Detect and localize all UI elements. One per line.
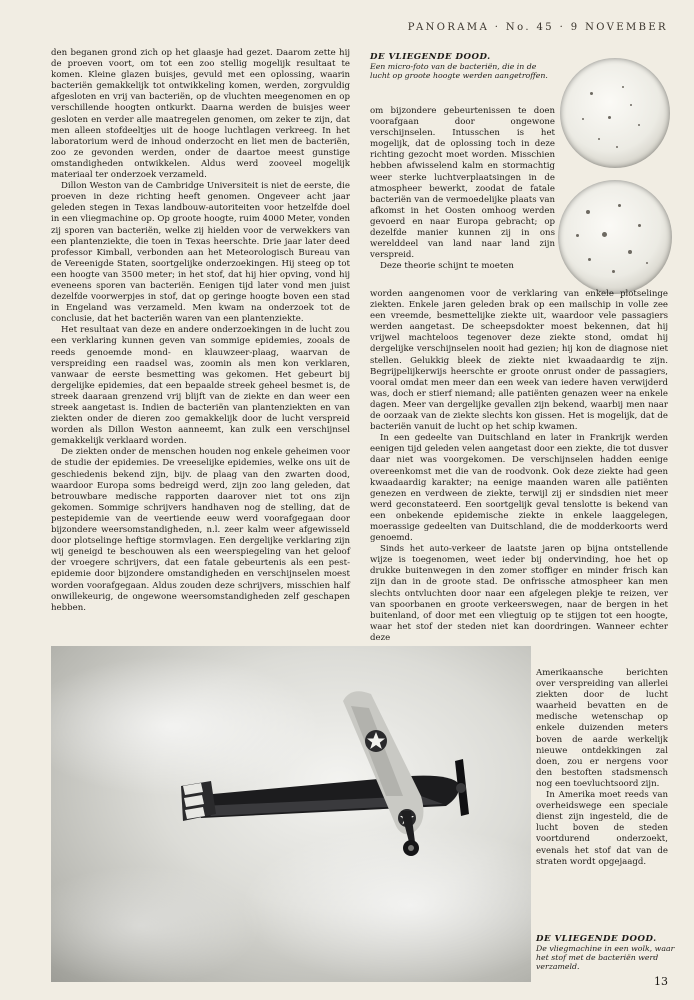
article-left-column xyxy=(51,48,350,614)
airplane-photo xyxy=(51,646,531,982)
paragraph: De ziekten onder de menschen houden nog enkele geheimen voor de studie der epidemies. De vreeselijke epidemies, welke ons uit de geschiedenis bekend zijn, bijv. de plaag van den zwarten dood, waardoor Europa soms bedreigd werd, zijn zoo lang geleden, dat betrouwbare medische rapporten daarover niet tot ons zijn gekomen. Sommige schrijvers handhaven nog de stelling, dat de pestepidemie van de veertiende eeuw werd voorafgegaan door bijzondere weersomstandigheden, n.l. zeer kalm weer afgewisseld door plotselinge heftige stormvlagen. Een dergelijke verklaring zijn wij geneigd te beschouwen als een weerspiegeling van het geloof der vroegere schrijvers, dat een fatale gebeurtenis als een pest-epidemie door bijzondere omstandigheden en verschijnselen moest worden voorafgegaan. Aldus zouden deze schrijvers, misschien half onwillekeurig, de ongewone weersomstandigheden zelf geschapen hebben. xyxy=(51,447,350,613)
article-right-column xyxy=(370,289,668,644)
paragraph: Dillon Weston van de Cambridge Universiteit is niet de eerste, die proeven in deze richting heeft genomen. Ongeveer acht jaar geleden stegen in Texas landbouw-autoriteiten voor hetzelfde doel in een vliegmachine op. Op groote hoogte, ruim 4000 Meter, vonden zij sporen van bacteriën, welke zij hielden voor de verwekkers van een plantenziekte, die toen in Texas heerschte. Drie jaar later deed professor Kimball, verbonden aan het Meteorologisch Bureau van de Vereenigde Staten, soortgelijke onderzoekingen. Hij steeg op tot een hoogte van 3500 meter; in het stof, dat hij hier opving, vond hij eveneens sporen van bacteriën. Eenigen tijd later vond men juist dezelfde voorwerpjes in stof, dat op geringe hoogte boven een stad in Engeland was verzameld. Men kwam na onderzoek tot de conclusie, dat het bacteriën waren van een plantenziekte. xyxy=(51,181,350,325)
paragraph: Amerikaansche berichten over verspreiding van allerlei ziekten door de lucht waarheid bevatten en de medische wetenschap op enkele duizenden meters boven de aarde werkelijk nieuwe ontdekkingen zal doen, zou er nergens voor den bestoften stadsmensch nog een toevluchtsoord zijn. xyxy=(536,668,668,789)
paragraph: worden aangenomen voor de verklaring van enkele plotselinge ziekten. Enkele jaren geleden brak op een mailschip in volle zee een vreemde, besmettelijke ziekte uit, waardoor vele passagiers werden aangetast. De scheepsdokter moest bekennen, dat hij vrijwel machteloos tegenover deze ziekte stond, omdat hij dergelijke verschijnselen nooit had gezien; hij kon de diagnose niet stellen. Gelukkig bleek de ziekte niet kwaadaardig te zijn. Begrijpelijkerwijs heerschte er groote onrust onder de passagiers, vooral omdat men meer dan een week van iedere haven verwijderd was, doch er stierf niemand; alle patiënten genazen weer na enkele dagen. Meer van dergelijke gevallen zijn bekend, waarbij men naar de oorzaak van de ziekte slechts kon gissen. Het is mogelijk, dat de bacteriën vanuit de lucht op het schip kwamen. xyxy=(370,289,668,433)
microphoto-bottom xyxy=(558,180,672,294)
article-narrow-column xyxy=(536,668,668,868)
paragraph: den beganen grond zich op het glaasje had gezet. Daarom zette hij de proeven voort, om tot een zoo stellig mogelijk resultaat te komen. Kleine glazen buisjes, gevuld met een oplossing, waarin bacteriën gemakkelijk tot ontwikkeling komen, werden, zorgvuldig afgesloten en vrij van bacteriën, op de vluchten meegenomen en op verschillende hoogten ontkurkt. Daarna werden de buisjes weer gesloten en verder alle maatregelen genomen, om zeker te zijn, dat men alleen stofdeeltjes uit de hooge luchtlagen verkreeg. In het laboratorium werd de inhoud onderzocht en liet men de bacteriën, zoo ze gevonden werden, onder de daartoe meest gunstige omstandigheden ontwikkelen. Aldus werd zooveel mogelijk materiaal ter onderzoek verzameld. xyxy=(51,48,350,181)
paragraph: In Amerika moet reeds van overheidswege een speciale dienst zijn ingesteld, die de lucht boven de steden voortdurend onderzoekt, evenals het stof dat van de straten wordt opgejaagd. xyxy=(536,790,668,867)
caption-text: De vliegmachine in een wolk, waar het stof met de bacteriën werd verzameld. xyxy=(536,944,675,971)
article-middle-column xyxy=(370,106,555,272)
page-number: 13 xyxy=(654,975,668,988)
paragraph: Het resultaat van deze en andere onderzoekingen in de lucht zou een verklaring kunnen geven van sommige epidemies, zooals de reeds genoemde mond- en klauwzeer-plaag, waarvan de verspreiding een raadsel was, zoomin als men kon verklaren, vanwaar de eerste besmetting was gekomen. Het gebeurt bij dergelijke epidemies, dat een bepaalde streek geheel besmet is, de streek daaraan grenzend vrij blijft van de ziekte en dan weer een streek aangetast is. Indien de bacteriën van plantenziekten en van ziekten onder de dieren zoo gemakkelijk door de lucht verspreid worden als Dillon Weston aanneemt, kan zulk een verschijnsel gemakkelijk verklaard worden. xyxy=(51,325,350,447)
microphoto-top xyxy=(560,58,670,168)
paragraph: Deze theorie schijnt te moeten xyxy=(380,261,514,272)
caption-airplane xyxy=(536,935,676,971)
caption-text: Een micro-foto van de bacteriën, die in de lucht op groote hoogte werden aangetroffen. xyxy=(370,62,548,80)
paragraph: om bijzondere gebeurtenissen te doen voorafgaan door ongewone verschijnselen. Intusschen is het mogelijk, dat de oplossing toch in deze richting gezocht moet worden. Misschien hebben afwisselend kalm en stormachtig weer sterke luchtverplaatsingen in de atmospheer bewerkt, zoodat de fatale bacteriën van de vermoedelijke plaats van afkomst in het Oosten omhoog werden gevoerd en naar Europa gebracht; op dezelfde manier kunnen zij in ons werelddeel van land naar land zijn verspreid. xyxy=(370,106,555,261)
caption-microphoto xyxy=(370,52,555,80)
caption-title: DE VLIEGENDE DOOD. xyxy=(370,52,491,62)
page-header: PANORAMA · No. 45 · 9 NOVEMBER xyxy=(407,22,668,33)
airplane-illustration xyxy=(51,646,531,982)
caption-title: DE VLIEGENDE DOOD. xyxy=(536,934,657,944)
paragraph: Sinds het auto-verkeer de laatste jaren op bijna ontstellende wijze is toegenomen, weet ieder bij ondervinding, hoe het op drukke buitenwegen in den zomer stoffiger en minder frisch kan zijn dan in de groote stad. De onfrissche atmospheer kan men slechts ontvluchten door naar een afgelegen plekje te reizen, ver van spoorbanen en groote verkeerswegen, naar de bergen in het buitenland, of door met een vliegtuig op te stijgen tot een hoogte, waar het stof der steden niet kan doordringen. Wanneer echter deze xyxy=(370,544,668,643)
paragraph: In een gedeelte van Duitschland en later in Frankrijk werden eenigen tijd geleden velen aangetast door een ziekte, die tot dusver daar niet was voorgekomen. De verschijnselen hadden eenige overeenkomst met die van de roodvonk. Ook deze ziekte had geen kwaadaardig karakter; na eenige maanden waren alle patiënten genezen en verdween de ziekte, terwijl zij er sindsdien niet meer werd geconstateerd. Een soortgelijk geval tenslotte is bekend van een onbekende epidemische ziekte in enkele laaggelegen, moerassige gedeelten van Duitschland, die de modderkoorts werd genoemd. xyxy=(370,433,668,544)
